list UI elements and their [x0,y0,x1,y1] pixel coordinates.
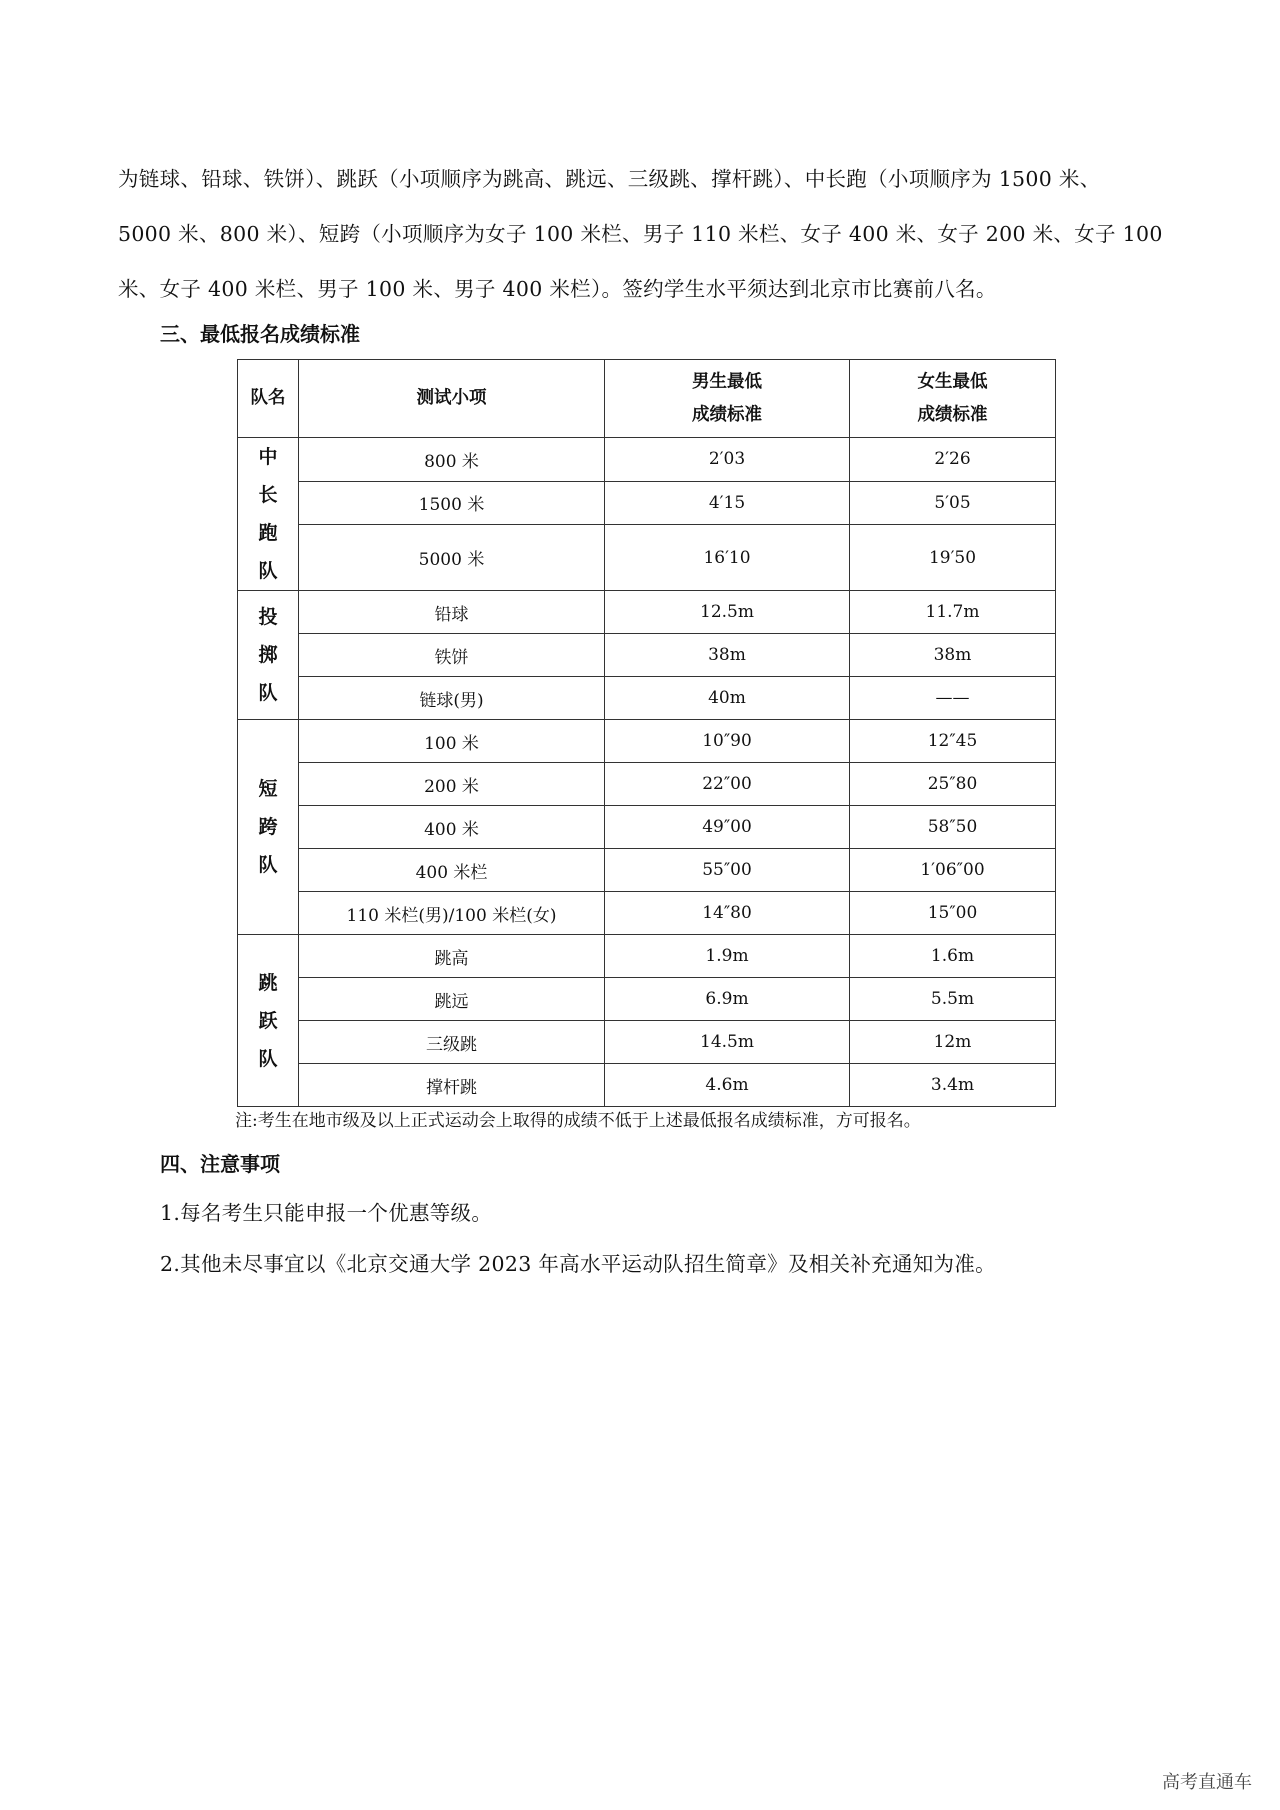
event-cell: 三级跳 [299,1021,605,1064]
table-row [238,935,1056,978]
header-female-line1: 女生最低 [917,371,988,392]
header-event: 测试小项 [299,360,605,438]
male-score-cell: 4.6m [605,1064,850,1107]
event-cell: 铁饼 [299,634,605,677]
table-row [238,481,1056,525]
female-score-cell: 3.4m [850,1064,1056,1107]
female-score-cell: 1′06″00 [850,849,1056,892]
section-4-heading: 四、注意事项 [160,1152,280,1176]
male-score-cell: 2′03 [605,438,850,482]
paragraph-line: 米、女子 400 米栏、男子 100 米、男子 400 米栏）。签约学生水平须达到北京市比赛前八名。 [118,277,997,301]
table-row [238,677,1056,720]
intro-paragraph [118,152,1180,317]
team-cell-sprint-hurdles [238,720,299,935]
event-cell: 400 米 [299,806,605,849]
event-cell: 800 米 [299,438,605,482]
event-cell: 100 米 [299,720,605,763]
table-row [238,1064,1056,1107]
male-score-cell: 6.9m [605,978,850,1021]
male-score-cell: 16′10 [605,525,850,591]
table-row [238,849,1056,892]
notice-item: 1.每名考生只能申报一个优惠等级。 [160,1201,493,1225]
team-char: 队 [258,1047,278,1070]
male-score-cell: 14″80 [605,892,850,935]
event-cell: 200 米 [299,763,605,806]
header-team: 队名 [238,360,299,438]
table-row [238,978,1056,1021]
event-cell: 链球(男) [299,677,605,720]
male-score-cell: 22″00 [605,763,850,806]
male-score-cell: 49″00 [605,806,850,849]
table-row [238,806,1056,849]
event-cell: 撑杆跳 [299,1064,605,1107]
minimum-score-table [237,359,1056,1107]
team-char: 跳 [258,971,278,994]
male-score-cell: 55″00 [605,849,850,892]
table-row [238,1021,1056,1064]
female-score-cell: 1.6m [850,935,1056,978]
male-score-cell: 4′15 [605,481,850,525]
table-row [238,438,1056,482]
female-score-cell: 5′05 [850,481,1056,525]
male-score-cell: 12.5m [605,591,850,634]
table-note: 注:考生在地市级及以上正式运动会上取得的成绩不低于上述最低报名成绩标准，方可报名。 [235,1111,921,1131]
paragraph-line: 5000 米、800 米）、短跨（小项顺序为女子 100 米栏、男子 110 米栏、女子 400 米、女子 200 米、女子 100 [118,222,1163,246]
watermark-text: 高考直通车 [1162,1772,1252,1793]
table-row [238,525,1056,591]
male-score-cell: 10″90 [605,720,850,763]
team-char: 跑 [258,522,278,544]
team-char: 队 [258,560,278,582]
team-char: 队 [258,854,278,876]
table-header-row [238,360,1056,438]
table-row [238,763,1056,806]
notice-item: 2.其他未尽事宜以《北京交通大学 2023 年高水平运动队招生简章》及相关补充通知为准。 [160,1252,996,1276]
event-cell: 跳远 [299,978,605,1021]
paragraph-line: 为链球、铅球、铁饼）、跳跃（小项顺序为跳高、跳远、三级跳、撑杆跳）、中长跑（小项顺序为 1500 米、 [118,167,1101,191]
female-score-cell: 11.7m [850,591,1056,634]
female-score-cell: 15″00 [850,892,1056,935]
team-char: 掷 [258,644,278,666]
team-char: 跨 [258,816,278,838]
team-char: 中 [258,446,278,468]
section-3-heading: 三、最低报名成绩标准 [160,322,360,346]
team-char: 队 [258,682,278,704]
female-score-cell: 58″50 [850,806,1056,849]
team-char: 跃 [258,1009,278,1032]
female-score-cell: 12m [850,1021,1056,1064]
header-male [605,360,850,438]
event-cell: 跳高 [299,935,605,978]
event-cell: 110 米栏(男)/100 米栏(女) [299,892,605,935]
event-cell: 400 米栏 [299,849,605,892]
header-female [850,360,1056,438]
table-row [238,634,1056,677]
male-score-cell: 14.5m [605,1021,850,1064]
event-cell: 铅球 [299,591,605,634]
male-score-cell: 40m [605,677,850,720]
team-cell-jumping [238,935,299,1107]
team-cell-middle-distance [238,438,299,591]
team-char: 投 [258,606,278,628]
team-char: 长 [258,484,278,506]
female-score-cell: —— [850,677,1056,720]
table-row [238,591,1056,634]
male-score-cell: 38m [605,634,850,677]
female-score-cell: 25″80 [850,763,1056,806]
team-char: 短 [258,778,278,800]
female-score-cell: 5.5m [850,978,1056,1021]
female-score-cell: 2′26 [850,438,1056,482]
table-row [238,720,1056,763]
event-cell: 1500 米 [299,481,605,525]
female-score-cell: 12″45 [850,720,1056,763]
team-cell-throwing [238,591,299,720]
female-score-cell: 19′50 [850,525,1056,591]
table-row [238,892,1056,935]
female-score-cell: 38m [850,634,1056,677]
header-male-line2: 成绩标准 [692,404,762,425]
header-female-line2: 成绩标准 [917,404,988,425]
male-score-cell: 1.9m [605,935,850,978]
header-male-line1: 男生最低 [692,371,762,392]
event-cell: 5000 米 [299,525,605,591]
